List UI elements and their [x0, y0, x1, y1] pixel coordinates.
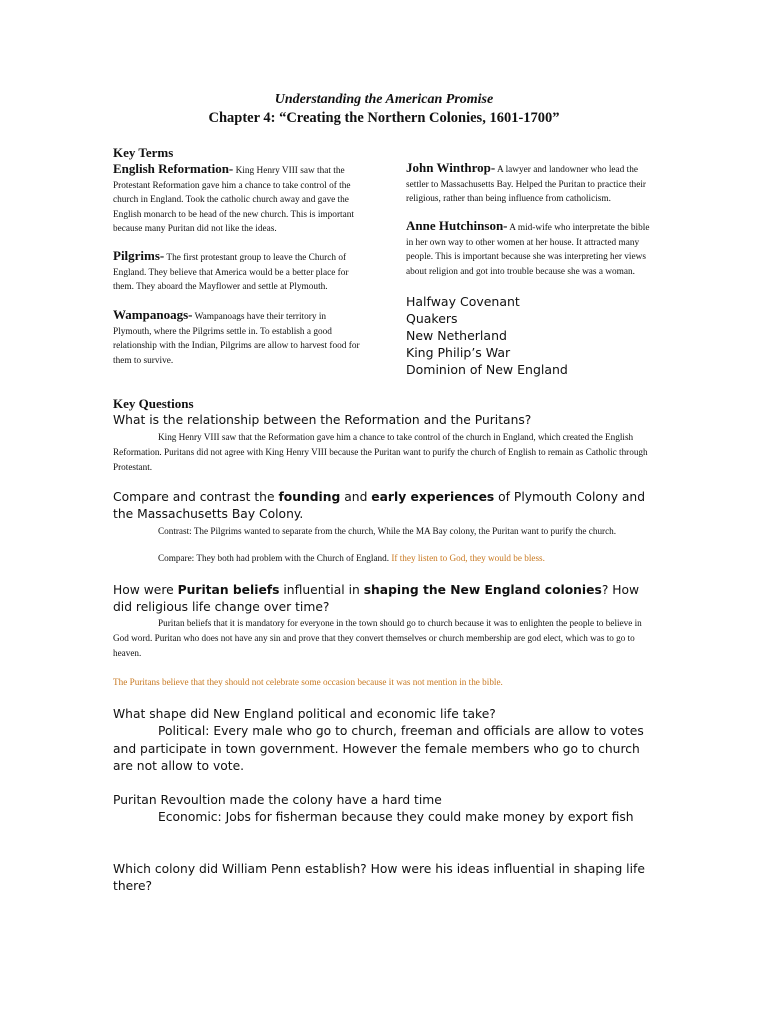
term-definition: The first protestant group to leave the Church of England. They believe that America would be a better place for them. They aboard the Mayflower and settle at Plymouth. [113, 253, 349, 293]
term-name: English Reformation- [113, 161, 234, 176]
term-definition: A lawyer and landowner who lead the settler to Massachusetts Bay. Helped the Puritan to practice their religious, rather than being influence from catholicism. [406, 165, 647, 205]
key-terms-heading: Key Terms [113, 145, 174, 160]
term-definition: Wampanoags have their territory in Plymouth, where the Pilgrims settle in. To establish a good relationship with the Indian, Pilgrims are allow to harvest food for them to survive. [113, 312, 360, 366]
term-dominion-of-new-england: Dominion of New England [406, 362, 568, 377]
term-definition: King Henry VIII saw that the Protestant Reformation gave him a chance to take control of the church in England. Took the catholic church away and gave the English monarch to be head of the new church. This is important because many Puritan did not like the ideas. [113, 166, 354, 235]
term-anne-hutchinson [406, 219, 654, 279]
term-halfway-covenant: Halfway Covenant [406, 294, 520, 309]
answer-reformation-puritans: King Henry VIII saw that the Reformation gave him a chance to take control of the church in England, which created the English Reformation. Puritans did not agree with King Henry VIII because the Puritan want to purify the church of English to remain as Catholic through Protestant. [113, 432, 648, 472]
term-name: Pilgrims- [113, 248, 165, 263]
term-name: Anne Hutchinson- [406, 218, 508, 233]
term-new-netherland: New Netherland [406, 328, 507, 343]
term-english-reformation [113, 162, 365, 237]
question-political-economic: What shape did New England political and economic life take? [113, 707, 496, 721]
question-william-penn: Which colony did William Penn establish? How were his ideas influential in shaping life there? [113, 862, 645, 893]
term-john-winthrop [406, 161, 654, 207]
answer-contrast: Contrast: The Pilgrims wanted to separate from the church, While the MA Bay colony, the Puritan want to purify the church. [158, 526, 617, 536]
term-definition: A mid-wife who interpretate the bible in her own way to other women at her house. It attracted many people. This is important because she was interpreting her views about religion and got into trouble because she was a woman. [406, 223, 650, 277]
term-pilgrims [113, 249, 365, 295]
question-plymouth-vs-massbay: Compare and contrast the founding and early experiences of Plymouth Colony and the Massachusetts Bay Colony. [113, 490, 646, 521]
term-name: John Winthrop- [406, 160, 496, 175]
document-title: Understanding the American Promise [274, 92, 494, 107]
term-name: Wampanoags- [113, 307, 193, 322]
answer-compare: Compare: They both had problem with the Church of England. If they listen to God, they would be bless. [158, 553, 545, 563]
note-puritan-revolution: Puritan Revoultion made the colony have a hard time [113, 793, 442, 807]
question-puritan-beliefs: How were Puritan beliefs influential in shaping the New England colonies? How did religious life change over time? [113, 583, 640, 614]
answer-economic: Economic: Jobs for fisherman because they could make money by export fish [158, 810, 634, 824]
highlighted-note-celebrations: The Puritans believe that they should not celebrate some occasion because it was not mention in the bible. [113, 677, 503, 687]
question-reformation-puritans: What is the relationship between the Reformation and the Puritans? [113, 413, 532, 427]
highlighted-note: If they listen to God, they would be bless. [391, 553, 545, 563]
term-quakers: Quakers [406, 311, 458, 326]
key-questions-heading: Key Questions [113, 396, 194, 411]
term-king-philips-war: King Philip’s War [406, 345, 511, 360]
term-wampanoags [113, 308, 365, 368]
answer-puritan-beliefs: Puritan beliefs that it is mandatory for everyone in the town should go to church because it was to enlighten the people to believe in God word. Puritan who does not have any sin and prove that they convert themselves or church membership are god elect, which was to go to heaven. [113, 618, 642, 658]
chapter-subtitle: Chapter 4: “Creating the Northern Colonies, 1601-1700” [208, 110, 560, 126]
answer-political: Political: Every male who go to church, freeman and officials are allow to votes and participate in town government. However the female members who go to church are not allow to vote. [113, 724, 644, 773]
